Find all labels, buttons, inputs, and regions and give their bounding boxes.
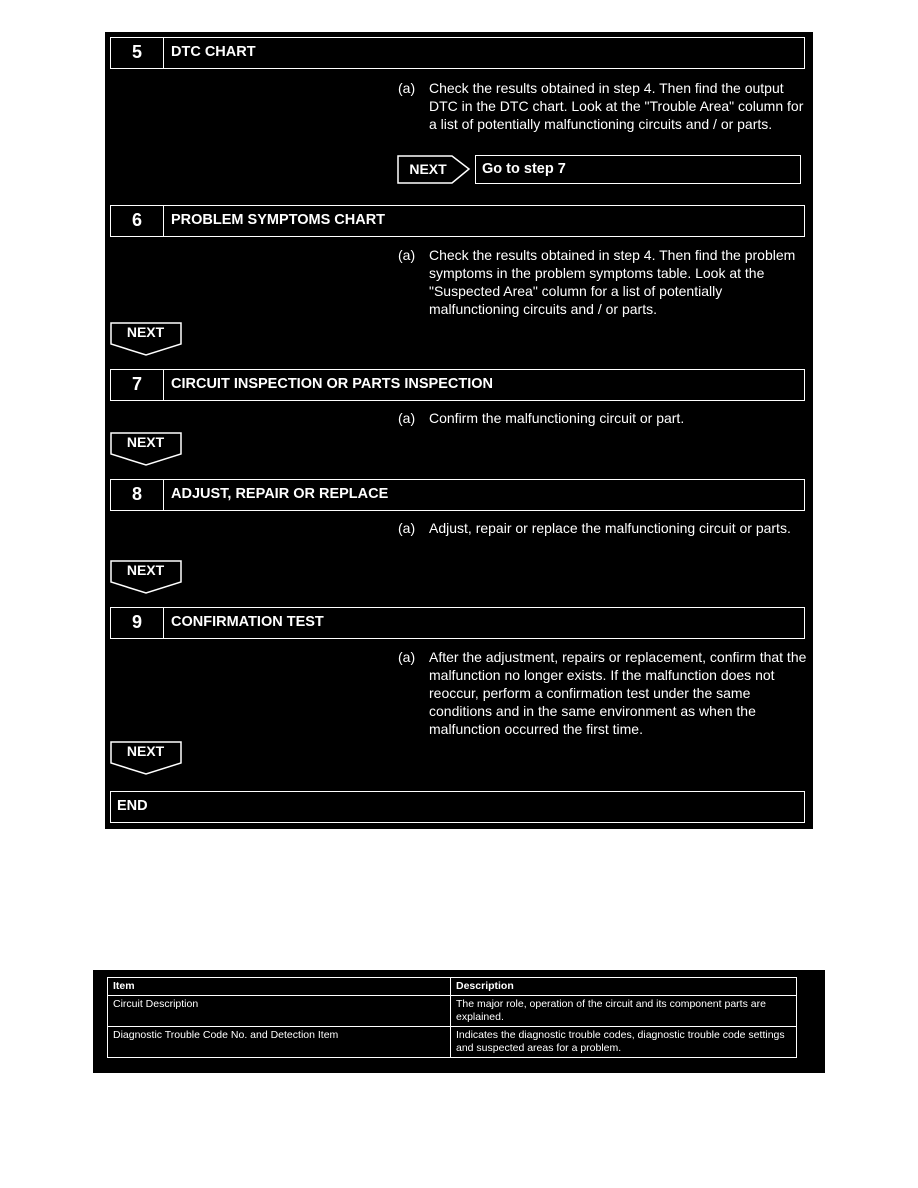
instruction-text: Confirm the malfunctioning circuit or part. (429, 410, 685, 426)
next-label: NEXT (126, 434, 165, 450)
next-label: NEXT (409, 161, 447, 177)
instruction-label: (a) (398, 520, 416, 536)
step-5-header (110, 37, 805, 69)
instruction-label: (a) (398, 649, 416, 665)
table-cell-description: The major role, operation of the circuit and its component parts are explained. (451, 996, 797, 1027)
step-number: 9 (111, 608, 164, 638)
step-number: 6 (111, 206, 164, 236)
step-9-instruction (398, 648, 808, 738)
column-header-item: Item (108, 978, 451, 996)
next-label: NEXT (126, 324, 165, 340)
table-row (108, 996, 797, 1027)
end-box (110, 791, 805, 823)
next-arrow-down (110, 432, 182, 464)
step-8-instruction (398, 519, 808, 537)
next-label: NEXT (126, 562, 165, 578)
instruction-label: (a) (398, 80, 416, 96)
step-number: 5 (111, 38, 164, 68)
table-cell-item: Diagnostic Trouble Code No. and Detection Item (108, 1027, 451, 1058)
step-8-header (110, 479, 805, 511)
step-title: DTC CHART (171, 44, 256, 60)
step-title: CONFIRMATION TEST (171, 614, 324, 630)
next-label: NEXT (126, 743, 165, 759)
table-row (108, 1027, 797, 1058)
instruction-label: (a) (398, 247, 416, 263)
instruction-text: Check the results obtained in step 4. Then find the output DTC in the DTC chart. Look at the "Trouble Area" column for a list of potentially malfunctioning circuits and / or parts. (429, 80, 804, 132)
next-arrow-right (397, 155, 471, 185)
step-7-instruction (398, 409, 808, 427)
step-6-header (110, 205, 805, 237)
step-title: CIRCUIT INSPECTION OR PARTS INSPECTION (171, 376, 493, 392)
step-title: ADJUST, REPAIR OR REPLACE (171, 486, 389, 502)
table-cell-description: Indicates the diagnostic trouble codes, diagnostic trouble code settings and suspected areas for a problem. (451, 1027, 797, 1058)
step-title: PROBLEM SYMPTOMS CHART (171, 212, 386, 228)
table-header-row (108, 978, 797, 996)
column-header-description: Description (451, 978, 797, 996)
reference-table-panel (93, 970, 825, 1073)
next-arrow-down (110, 560, 182, 592)
end-label: END (117, 798, 148, 814)
instruction-text: Check the results obtained in step 4. Then find the problem symptoms in the problem symptoms table. Look at the "Suspected Area" column for a list of potentially malfunctioning circuits and / or parts. (429, 247, 796, 317)
goto-step-box: Go to step 7 (475, 155, 801, 184)
next-arrow-down (110, 741, 182, 773)
step-7-header (110, 369, 805, 401)
step-6-instruction (398, 246, 808, 318)
step-9-header (110, 607, 805, 639)
instruction-text: Adjust, repair or replace the malfunctioning circuit or parts. (429, 520, 791, 536)
table-cell-item: Circuit Description (108, 996, 451, 1027)
next-arrow-down (110, 322, 182, 354)
reference-table (107, 977, 797, 1058)
step-number: 8 (111, 480, 164, 510)
step-number: 7 (111, 370, 164, 400)
step-5-instruction (398, 79, 808, 133)
troubleshooting-flowchart (105, 32, 813, 829)
instruction-text: After the adjustment, repairs or replacement, confirm that the malfunction no longer exists. If the malfunction does not reoccur, perform a confirmation test under the same conditions and in the same environment as when the malfunction occurred the first time. (429, 649, 807, 737)
instruction-label: (a) (398, 410, 416, 426)
